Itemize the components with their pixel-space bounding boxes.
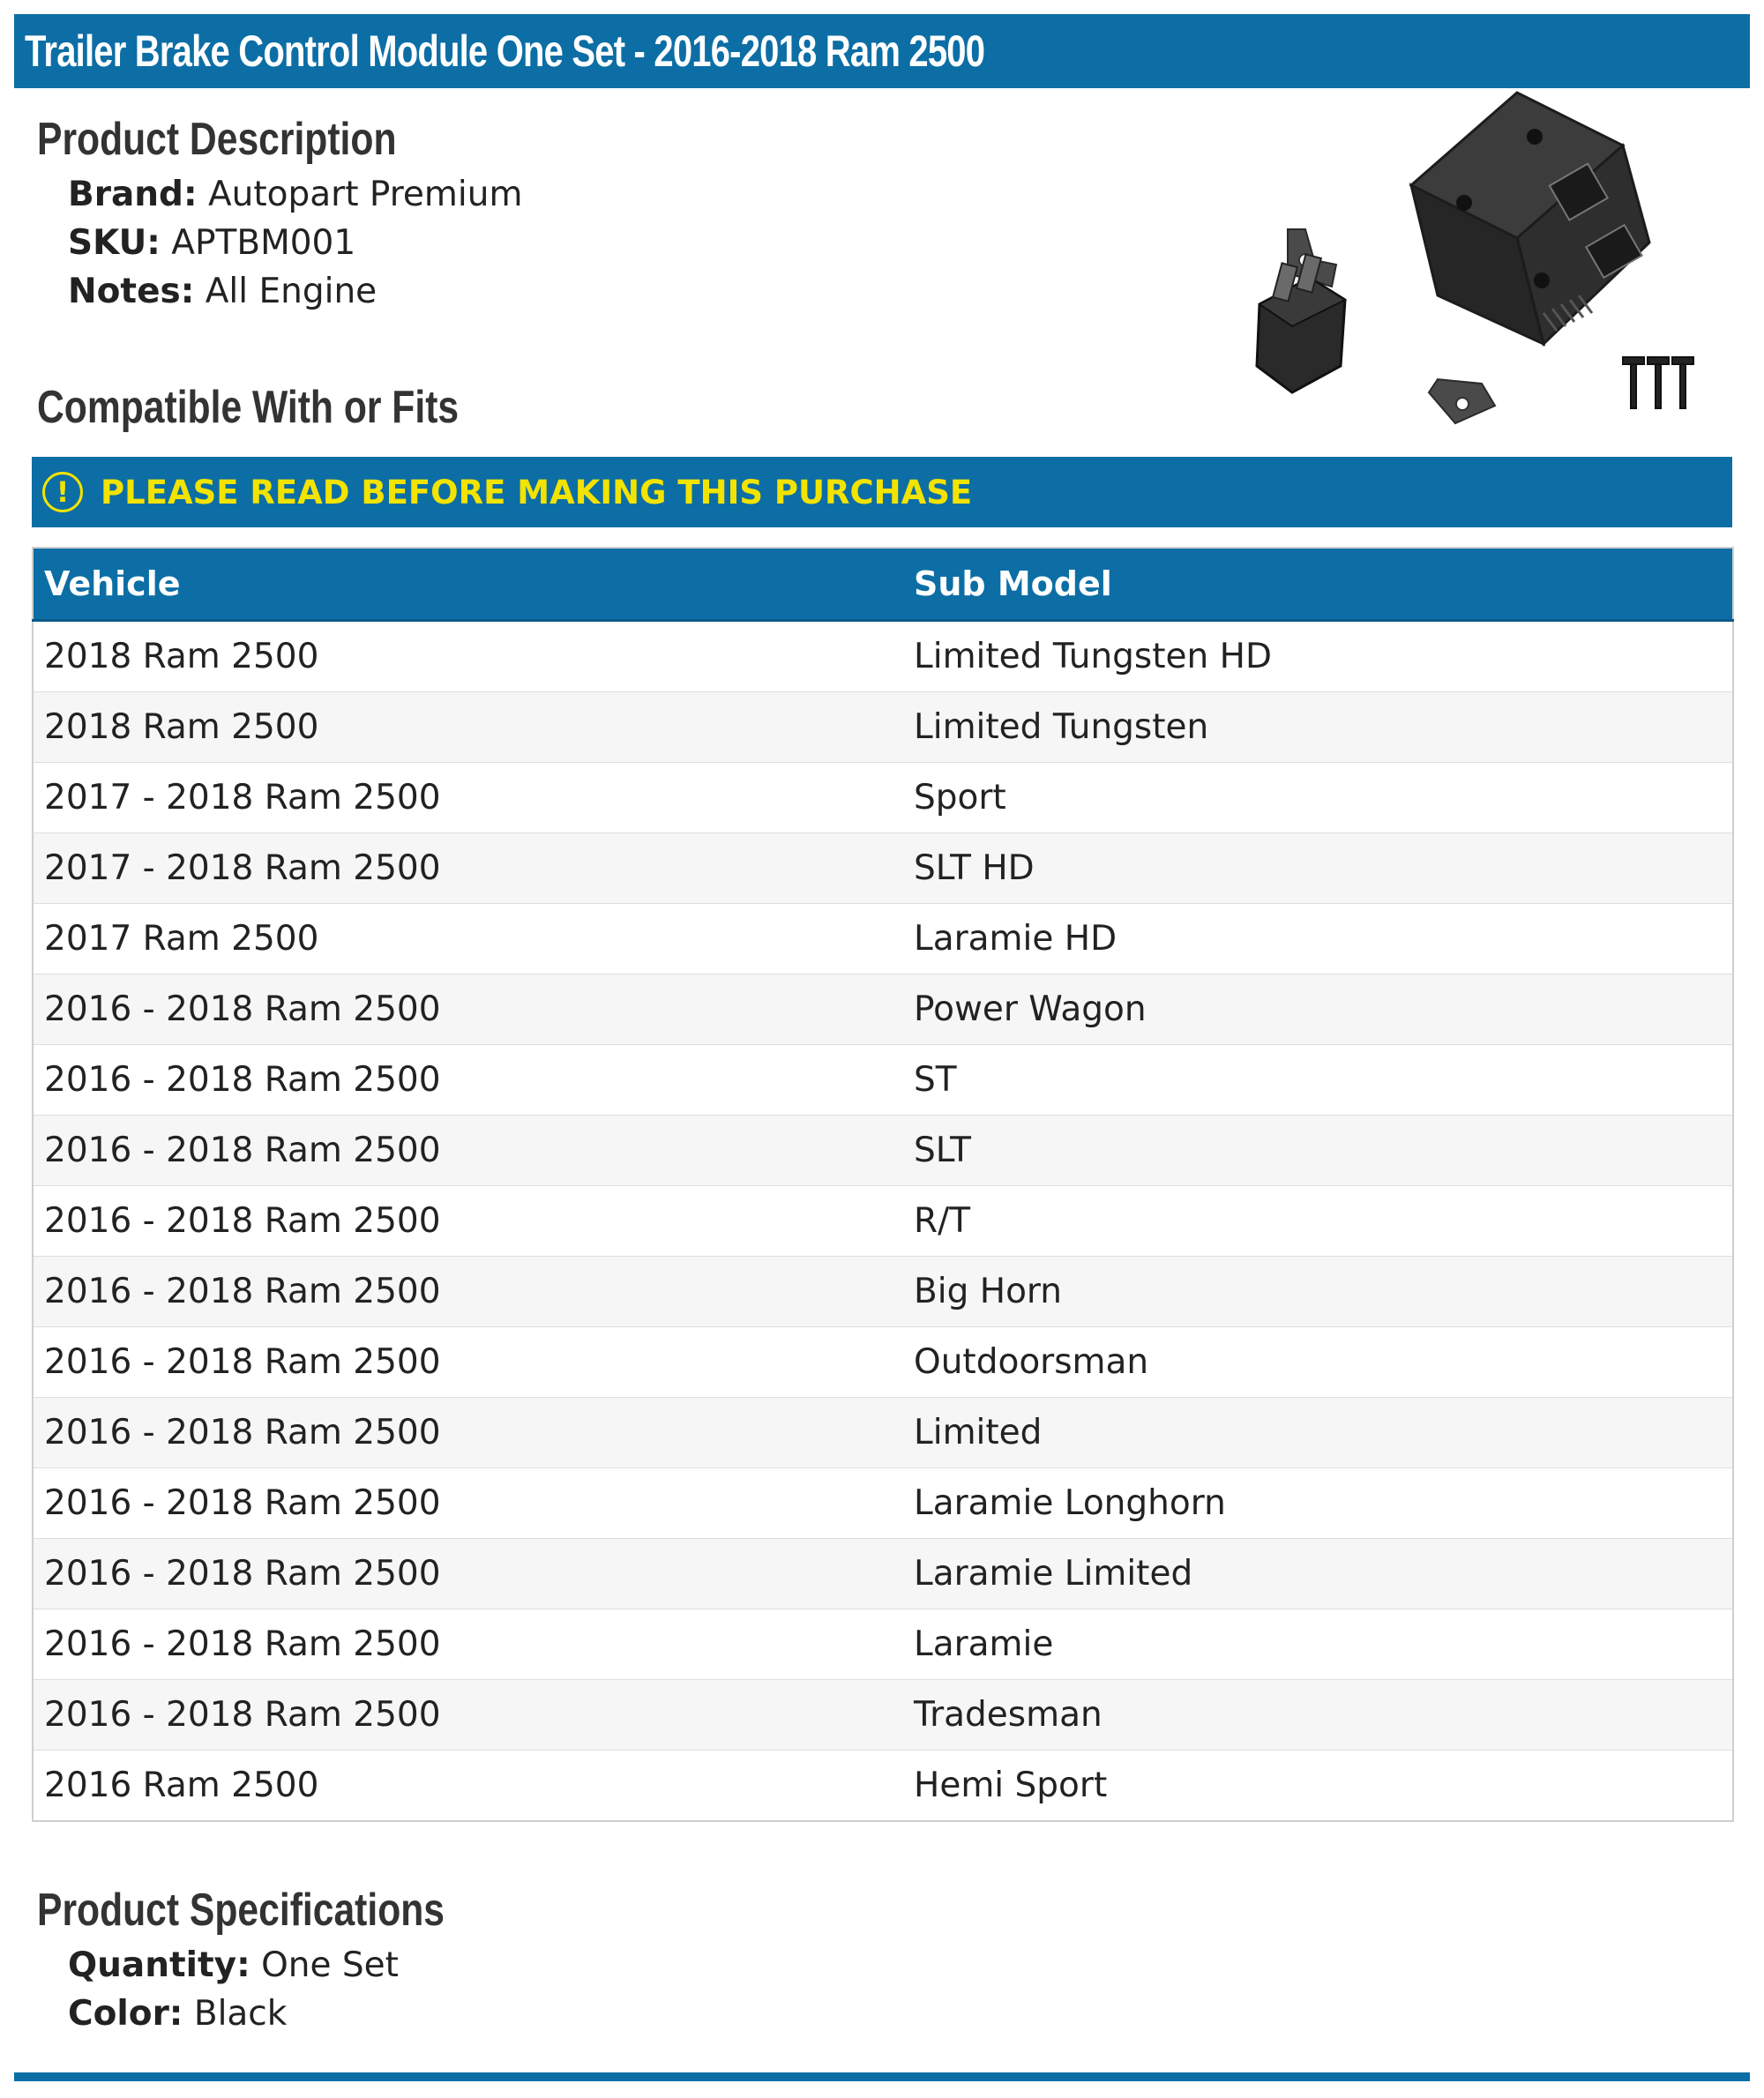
- sub-model-cell: ST: [903, 1045, 1733, 1116]
- compatible-heading: Compatible With or Fits: [37, 382, 460, 433]
- product-description-heading: Product Description: [37, 114, 397, 165]
- sku-label: SKU:: [68, 223, 161, 263]
- table-header-row: [33, 548, 1733, 621]
- sub-model-cell: Limited Tungsten: [903, 692, 1733, 763]
- compatibility-table: [32, 547, 1734, 1822]
- table-row: [33, 904, 1733, 974]
- sub-model-cell: Laramie Longhorn: [903, 1468, 1733, 1539]
- vehicle-cell: 2018 Ram 2500: [33, 621, 903, 692]
- sub-model-cell: Sport: [903, 763, 1733, 833]
- table-row: [33, 1186, 1733, 1257]
- notes-field: [68, 272, 377, 311]
- table-row: [33, 1398, 1733, 1468]
- sku-value: APTBM001: [171, 223, 356, 263]
- sub-model-cell: Limited Tungsten HD: [903, 621, 1733, 692]
- quantity-value: One Set: [261, 1945, 399, 1985]
- vehicle-cell: 2017 Ram 2500: [33, 904, 903, 974]
- vehicle-cell: 2016 - 2018 Ram 2500: [33, 1609, 903, 1680]
- sub-model-cell: Outdoorsman: [903, 1327, 1733, 1398]
- vehicle-column-header: Vehicle: [33, 548, 903, 621]
- sku-field: [68, 223, 355, 263]
- table-row: [33, 1045, 1733, 1116]
- table-row: [33, 974, 1733, 1045]
- sub-model-cell: Limited: [903, 1398, 1733, 1468]
- product-image: [1252, 88, 1711, 450]
- vehicle-cell: 2016 Ram 2500: [33, 1751, 903, 1822]
- vehicle-cell: 2016 - 2018 Ram 2500: [33, 1398, 903, 1468]
- table-row: [33, 1116, 1733, 1186]
- color-label: Color:: [68, 1994, 183, 2034]
- bottom-divider: [14, 2072, 1750, 2081]
- vehicle-cell: 2016 - 2018 Ram 2500: [33, 1539, 903, 1609]
- title-bar: [14, 14, 1750, 88]
- warning-icon: !: [42, 472, 83, 512]
- purchase-notice-bar: [32, 457, 1732, 527]
- notes-label: Notes:: [68, 272, 195, 311]
- sub-model-cell: Power Wagon: [903, 974, 1733, 1045]
- vehicle-cell: 2016 - 2018 Ram 2500: [33, 1680, 903, 1751]
- vehicle-cell: 2016 - 2018 Ram 2500: [33, 1468, 903, 1539]
- color-value: Black: [193, 1994, 288, 2034]
- table-row: [33, 1680, 1733, 1751]
- vehicle-cell: 2018 Ram 2500: [33, 692, 903, 763]
- sub-model-column-header: Sub Model: [903, 548, 1733, 621]
- table-row: [33, 1539, 1733, 1609]
- sub-model-cell: SLT: [903, 1116, 1733, 1186]
- sub-model-cell: Laramie Limited: [903, 1539, 1733, 1609]
- brand-field: [68, 175, 522, 214]
- sub-model-cell: Laramie: [903, 1609, 1733, 1680]
- vehicle-cell: 2016 - 2018 Ram 2500: [33, 974, 903, 1045]
- table-row: [33, 621, 1733, 692]
- sub-model-cell: R/T: [903, 1186, 1733, 1257]
- vehicle-cell: 2016 - 2018 Ram 2500: [33, 1327, 903, 1398]
- sub-model-cell: Laramie HD: [903, 904, 1733, 974]
- page-title: Trailer Brake Control Module One Set - 2016-2018 Ram 2500: [25, 26, 985, 76]
- vehicle-cell: 2016 - 2018 Ram 2500: [33, 1045, 903, 1116]
- sub-model-cell: SLT HD: [903, 833, 1733, 904]
- brand-value: Autopart Premium: [207, 175, 523, 214]
- vehicle-cell: 2017 - 2018 Ram 2500: [33, 763, 903, 833]
- color-field: [68, 1994, 287, 2034]
- sub-model-cell: Big Horn: [903, 1257, 1733, 1327]
- table-row: [33, 692, 1733, 763]
- quantity-label: Quantity:: [68, 1945, 250, 1985]
- purchase-notice-text: PLEASE READ BEFORE MAKING THIS PURCHASE: [101, 473, 973, 511]
- product-specifications-heading: Product Specifications: [37, 1885, 445, 1936]
- notes-value: All Engine: [205, 272, 377, 311]
- sub-model-cell: Tradesman: [903, 1680, 1733, 1751]
- table-row: [33, 1257, 1733, 1327]
- table-row: [33, 1751, 1733, 1822]
- vehicle-cell: 2016 - 2018 Ram 2500: [33, 1257, 903, 1327]
- brand-label: Brand:: [68, 175, 198, 214]
- vehicle-cell: 2017 - 2018 Ram 2500: [33, 833, 903, 904]
- table-row: [33, 1327, 1733, 1398]
- table-row: [33, 1609, 1733, 1680]
- sub-model-cell: Hemi Sport: [903, 1751, 1733, 1822]
- table-row: [33, 833, 1733, 904]
- vehicle-cell: 2016 - 2018 Ram 2500: [33, 1116, 903, 1186]
- vehicle-cell: 2016 - 2018 Ram 2500: [33, 1186, 903, 1257]
- quantity-field: [68, 1945, 399, 1985]
- table-row: [33, 1468, 1733, 1539]
- table-row: [33, 763, 1733, 833]
